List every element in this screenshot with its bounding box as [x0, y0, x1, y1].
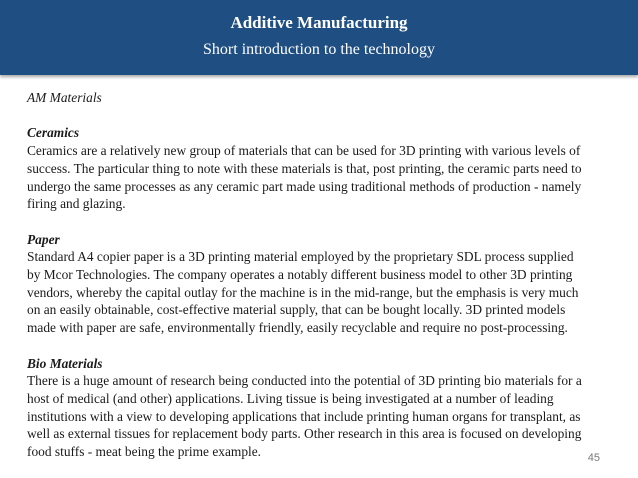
bio-materials-line: There is a huge amount of research being conducted into the potential of 3D printing bio materials for a [27, 373, 582, 389]
paper-line: on an easily obtainable, cost-effective material supply, that can be bought locally. 3D printed models [27, 302, 566, 318]
slide-title: Additive Manufacturing [230, 13, 408, 32]
paper-line: vendors, whereby the capital outlay for the machine is in the mid-range, but the emphasis is very much [27, 284, 579, 300]
ceramics-line: success. The particular thing to note with these materials is that, post printing, the ceramic parts need to [27, 160, 582, 176]
bio-materials-line: well as external tissues for replacement body parts. Other research in this area is focused on developing [27, 426, 582, 442]
spacer [27, 337, 627, 355]
paper-line: Standard A4 copier paper is a 3D printing material employed by the proprietary SDL process supplied [27, 249, 574, 265]
paper-line: by Mcor Technologies. The company operates a notably different business model to other 3D printing [27, 267, 573, 282]
spacer [27, 107, 627, 125]
slide-header [0, 0, 638, 75]
ceramics-line: firing and glazing. [27, 196, 126, 212]
spacer [27, 213, 627, 231]
ceramics-line: undergo the same processes as any ceramic part made using traditional methods of production - namely [27, 178, 582, 194]
ceramics-heading: Ceramics [27, 125, 80, 141]
slide-subtitle: Short introduction to the technology [203, 41, 435, 58]
bio-materials-line: institutions with a view to developing applications that include printing human organs for transplant, as [27, 408, 581, 424]
bio-materials-line: food stuffs - meat being the prime example. [27, 444, 262, 460]
page-number: 45 [587, 452, 600, 464]
ceramics-line: Ceramics are a relatively new group of materials that can be used for 3D printing with various levels of [27, 143, 581, 159]
paper-line: made with paper are safe, environmentally friendly, easily recyclable and require no post-processing. [27, 320, 568, 336]
bio-materials-heading: Bio Materials [27, 355, 103, 371]
slide-body [27, 89, 627, 461]
section-label: AM Materials [27, 90, 102, 105]
bio-materials-line: host of medical (and other) applications. Living tissue is being investigated at a number of leading [27, 390, 554, 406]
paper-heading: Paper [27, 231, 60, 247]
